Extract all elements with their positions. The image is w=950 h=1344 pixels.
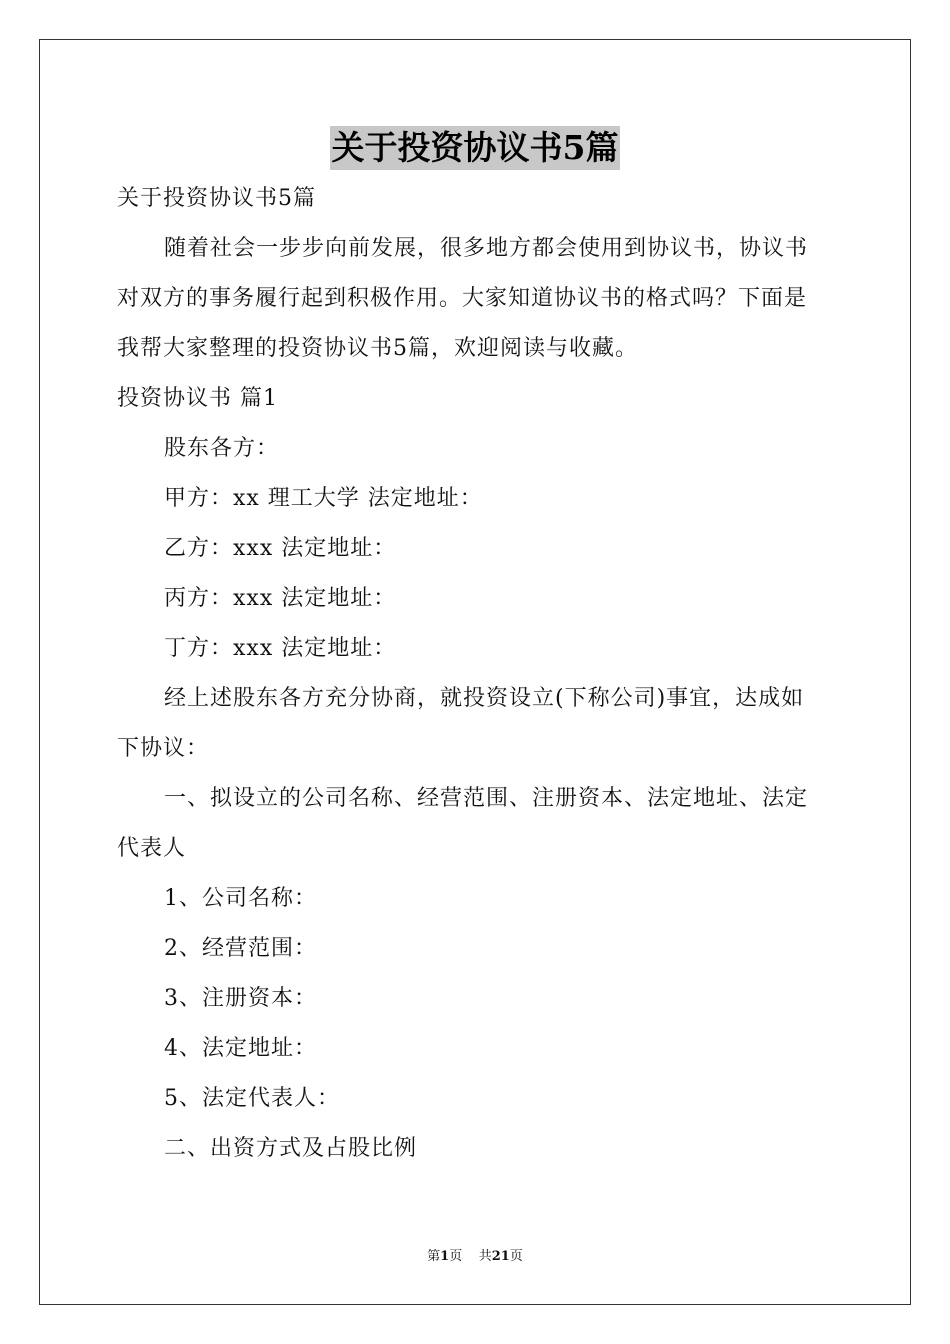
page-border (39, 39, 911, 1305)
subtitle-line: 关于投资协议书5篇 (117, 186, 316, 211)
title-container (0, 126, 950, 170)
page-footer (0, 1248, 950, 1266)
paragraph-line: 代表人 (117, 836, 187, 861)
page-current: 1 (440, 1249, 450, 1264)
paragraph-line: 对双方的事务履行起到积极作用。大家知道协议书的格式吗？下面是 (117, 286, 808, 311)
paragraph-line: 我帮大家整理的投资协议书5篇，欢迎阅读与收藏。 (117, 336, 638, 361)
paragraph-line: 下协议： (117, 736, 210, 761)
list-item: 1、公司名称： (164, 886, 317, 911)
total-prefix: 共 (478, 1249, 492, 1264)
paragraph-line: 股东各方： (164, 436, 280, 461)
list-item: 5、法定代表人： (164, 1086, 340, 1111)
page-total: 21 (491, 1249, 510, 1264)
page-prefix: 第 (427, 1249, 441, 1264)
paragraph-line: 二、出资方式及占股比例 (164, 1136, 418, 1161)
paragraph-line: 甲方：xx 理工大学 法定地址： (164, 486, 483, 511)
paragraph-line: 丁方：xxx 法定地址： (164, 636, 397, 661)
section-heading: 投资协议书 篇1 (117, 386, 278, 411)
list-item: 2、经营范围： (164, 936, 317, 961)
paragraph-line: 丙方：xxx 法定地址： (164, 586, 397, 611)
document-title: 关于投资协议书5篇 (330, 126, 621, 170)
paragraph-line: 随着社会一步步向前发展，很多地方都会使用到协议书，协议书 (164, 236, 809, 261)
paragraph-line: 乙方：xxx 法定地址： (164, 536, 397, 561)
list-item: 3、注册资本： (164, 986, 317, 1011)
total-unit: 页 (509, 1249, 523, 1264)
page-unit: 页 (449, 1249, 463, 1264)
paragraph-line: 一、拟设立的公司名称、经营范围、注册资本、法定地址、法定 (164, 786, 809, 811)
list-item: 4、法定地址： (164, 1036, 317, 1061)
paragraph-line: 经上述股东各方充分协商，就投资设立(下称公司)事宜，达成如 (164, 686, 805, 711)
